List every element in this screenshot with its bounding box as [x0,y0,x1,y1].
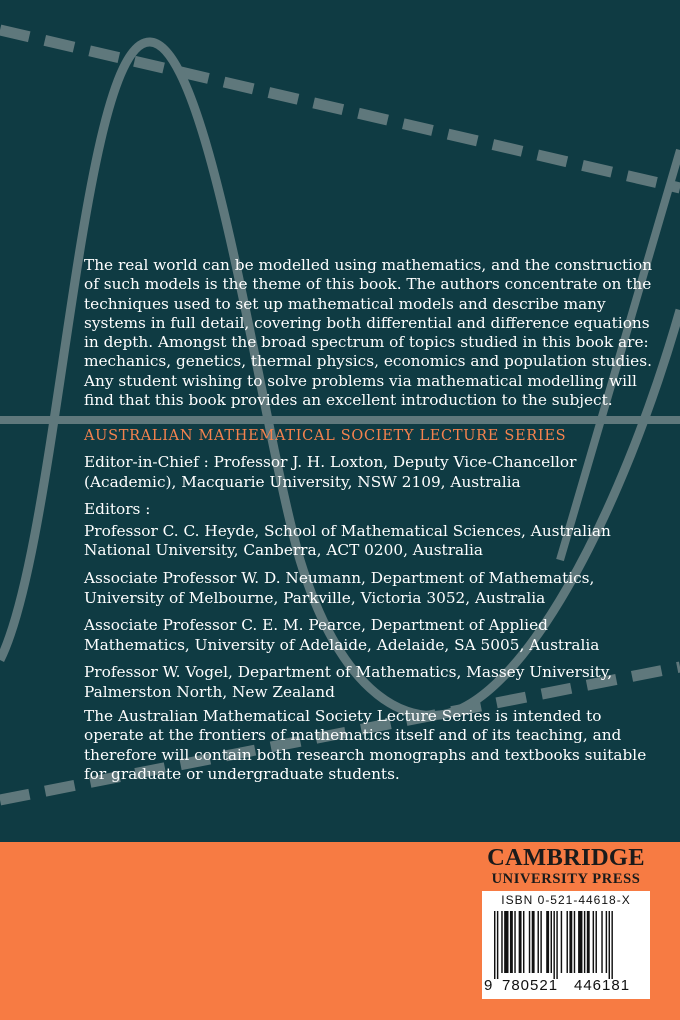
barcode-bar [561,911,562,973]
barcode-bar [567,911,568,973]
barcode-first-digit: 9 [484,977,494,994]
dashed-line-top [0,30,680,188]
editor-entry: Associate Professor C. E. M. Pearce, Department of Applied Mathematics, University of Adelaide, Adelaide, SA 5005, Australia [84,616,600,654]
barcode-bar [519,911,522,973]
barcode-bar [587,911,590,973]
barcode-bar [532,911,535,973]
barcode-bar [593,911,594,973]
barcode-bar [494,911,495,979]
editor-entry: Professor C. C. Heyde, School of Mathematical Sciences, Australian National University, Canberra, ACT 0200, Australia [84,521,611,560]
publisher-subtitle: UNIVERSITY PRESS [491,871,641,887]
barcode-bar [553,911,554,979]
barcode-bar [556,911,557,979]
editor-entry: Associate Professor W. D. Neumann, Department of Mathematics, University of Melbourne, Parkville, Victoria 3052, Australia [84,568,595,607]
editor-in-chief: Editor-in-Chief : Professor J. H. Loxton, Deputy Vice-Chancellor (Academic), Macquarie University, NSW 2109, Australia [84,452,577,491]
barcode-bar [609,911,610,979]
publisher-logo [480,845,652,887]
publisher-name: CAMBRIDGE [487,844,645,871]
barcode-bar [546,911,549,973]
editor-entry: Professor W. Vogel, Department of Mathematics, Massey University, Palmerston North, New Zealand [84,663,613,701]
barcode-bar [584,911,585,973]
barcode-bar [504,911,508,973]
barcode-bar [601,911,602,973]
barcode-bar [514,911,515,973]
barcode-bar [510,911,513,973]
barcode-bar [611,911,612,979]
barcode-right-group: 446181 [574,977,631,994]
series-description: The Australian Mathematical Society Lecture Series is intended to operate at the frontiers of mathematics itself and of its teaching, and therefore will contain both research monographs and textbooks suitable for graduate or undergraduate students. [84,706,647,784]
barcode-bar [574,911,575,973]
barcode-bars [490,911,648,979]
barcode-bar [501,911,502,973]
barcode-bar [551,911,552,973]
barcode-bar [606,911,607,973]
barcode-bar [540,911,541,973]
barcode-bar [569,911,572,973]
series-title: AUSTRALIAN MATHEMATICAL SOCIETY LECTURE SERIES [84,428,567,445]
barcode-digits [482,975,650,997]
barcode-bar [523,911,524,973]
barcode-bar [529,911,530,973]
editors-label: Editors : [84,500,151,519]
barcode-bar [497,911,498,979]
barcode-panel [482,891,650,999]
book-blurb: The real world can be modelled using mathematics, and the construction of such models is the theme of this book. The authors concentrate on the techniques used to set up mathematical models and describe many systems in full detail, covering both differential and difference equations in depth. Amongst the broad spectrum of topics studied in this book are: mechanics, genetics, thermal physics, economics and population studies. Any student wishing to solve problems via mathematical modelling will find that this book provides an excellent introduction to the subject. [84,256,653,410]
barcode-bar [596,911,597,973]
barcode-bar [538,911,539,973]
isbn-number: ISBN 0-521-44618-X [501,893,631,907]
barcode-left-group: 780521 [502,977,559,994]
back-cover-text [84,256,654,793]
barcode-bar [578,911,582,973]
